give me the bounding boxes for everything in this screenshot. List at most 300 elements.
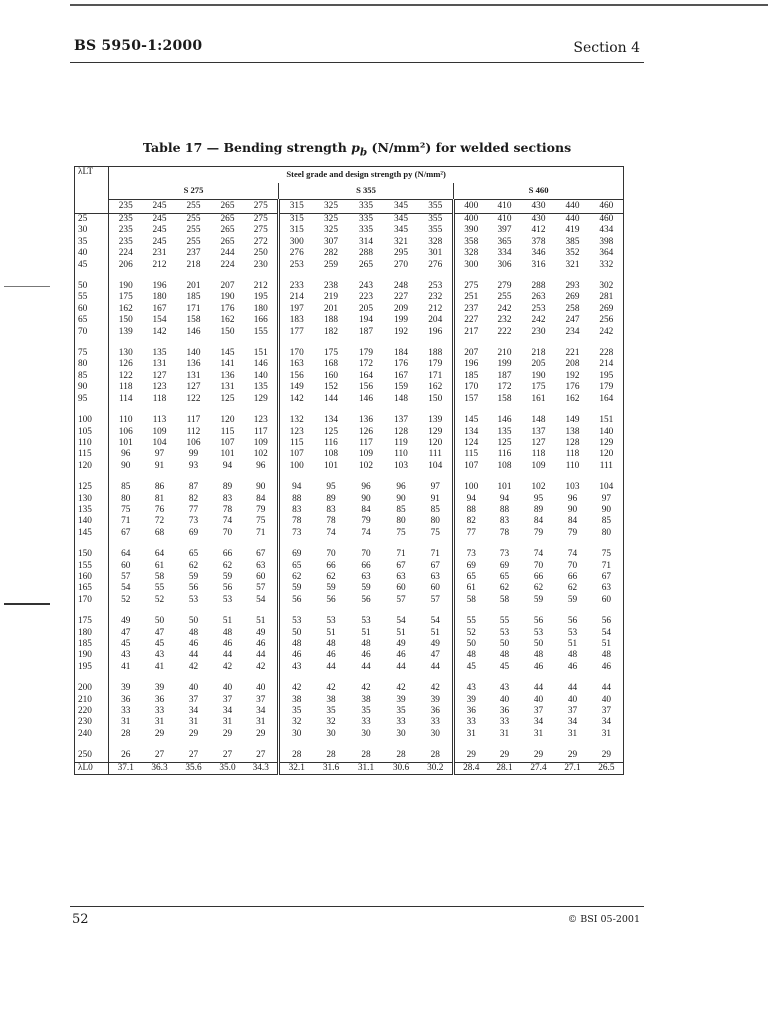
strength-cell: 245 [152,225,167,236]
strength-cell: 180 [253,303,268,314]
strength-cell: 31 [499,728,510,739]
strength-cell: 49 [256,627,266,638]
strength-cell: 59 [567,594,578,605]
py-header-cell: 235 [109,200,143,214]
strength-cell: 117 [253,426,268,437]
strength-cell: 49 [430,639,440,649]
strength-cell: 434 [590,225,624,236]
strength-cell: 76 [154,504,165,515]
strength-cell: 112 [186,426,201,437]
strength-cell: 58 [154,571,165,582]
strength-cell: 47 [154,627,165,638]
strength-cell: 97 [154,449,165,460]
strength-cell: 45 [121,639,131,649]
strength-cell: 33 [121,706,131,717]
strength-cell: 48 [326,639,336,649]
strength-cell: 69 [454,561,488,572]
lambda-value: 210 [75,695,109,706]
strength-cell: 66 [222,549,233,560]
strength-cell: 306 [497,259,512,270]
py-header-cell: 410 [488,200,522,214]
strength-cell: 40 [590,695,624,706]
strength-cell: 179 [359,348,373,359]
strength-cell: 315 [279,214,314,226]
strength-cell: 68 [154,527,165,538]
strength-cell: 44 [326,661,336,672]
table-row [75,304,624,315]
lambda-value: 75 [75,338,109,359]
strength-cell: 34 [256,706,266,717]
strength-cell: 90 [567,504,578,515]
lambda-lo-cell: 32.1 [279,762,314,774]
strength-cell: 60 [396,583,406,594]
strength-cell: 129 [428,426,443,437]
strength-cell: 34 [590,717,624,728]
strength-cell: 430 [531,214,546,224]
strength-cell: 281 [590,292,624,303]
strength-cell: 218 [186,259,201,270]
strength-cell: 51 [430,627,440,638]
strength-cell: 39 [396,694,406,705]
strength-cell: 47 [430,650,440,661]
strength-cell: 71 [430,549,440,560]
lambda-lo-cell: 28.4 [454,762,488,774]
strength-cell: 43 [121,650,131,661]
strength-cell: 124 [454,438,488,449]
strength-cell: 187 [497,370,512,381]
strength-cell: 65 [454,572,488,583]
strength-cell: 95 [533,493,544,504]
strength-cell: 58 [499,594,510,605]
strength-cell: 187 [359,326,373,337]
strength-cell: 90 [361,493,371,504]
strength-cell: 51 [256,616,266,627]
strength-cell: 315 [279,225,314,236]
strength-cell: 42 [222,661,233,672]
strength-cell: 180 [152,292,167,303]
strength-cell: 48 [222,627,233,638]
strength-cell: 99 [188,449,199,460]
strength-cell: 70 [361,549,371,560]
strength-cell: 316 [531,259,546,270]
strength-cell: 66 [326,560,336,571]
strength-cell: 50 [154,616,165,627]
lambda-value: 85 [75,371,109,382]
strength-cell: 79 [567,527,578,538]
bending-strength-table [74,166,624,775]
strength-cell: 156 [359,382,373,393]
strength-cell: 75 [590,539,624,560]
strength-cell: 48 [499,650,510,661]
strength-cell: 78 [279,516,314,527]
strength-cell: 59 [533,594,544,605]
strength-cell: 207 [454,338,488,359]
strength-cell: 334 [497,248,512,259]
strength-cell: 29 [188,728,199,739]
strength-cell: 34 [533,717,544,728]
strength-cell: 75 [430,527,440,538]
strength-cell: 275 [253,225,268,236]
strength-cell: 63 [396,571,406,582]
strength-cell: 101 [324,460,338,471]
page-number: 52 [72,912,89,927]
lambda-value: 110 [75,438,109,449]
py-header-cell: 265 [211,200,245,214]
strength-cell: 138 [565,426,580,437]
strength-cell: 41 [154,661,165,672]
strength-cell: 73 [279,528,314,539]
strength-cell: 101 [220,449,235,460]
strength-cell: 125 [220,393,235,404]
table-row [75,338,624,359]
strength-cell: 113 [152,415,167,426]
strength-cell: 162 [565,393,580,404]
strength-cell: 234 [565,326,580,337]
strength-cell: 59 [361,583,371,594]
strength-cell: 83 [326,504,336,515]
strength-cell: 60 [256,571,266,582]
strength-cell: 263 [531,292,546,303]
strength-cell: 51 [326,627,336,638]
strength-cell: 321 [394,236,408,247]
strength-cell: 176 [394,359,408,370]
strength-cell: 80 [121,493,131,504]
strength-cell: 65 [499,571,510,582]
strength-cell: 131 [152,359,167,370]
strength-cell: 185 [186,292,201,303]
strength-cell: 31 [567,728,578,739]
strength-cell: 335 [359,225,373,236]
footer-rule [70,906,644,907]
strength-cell: 136 [186,359,201,370]
steel-grade-header: Steel grade and design strength py (N/mm²) [109,167,624,184]
strength-cell: 33 [154,706,165,717]
strength-cell: 71 [121,516,131,527]
strength-cell: 199 [497,359,512,370]
lambda-value: 25 [75,214,109,226]
strength-cell: 56 [279,595,314,606]
strength-cell: 197 [279,304,314,315]
table-row [75,461,624,472]
strength-cell: 54 [430,616,440,627]
strength-cell: 134 [324,415,338,426]
strength-cell: 40 [499,694,510,705]
strength-cell: 288 [359,248,373,259]
strength-cell: 223 [359,292,373,303]
strength-cell: 172 [359,359,373,370]
strength-cell: 149 [279,382,314,393]
strength-cell: 253 [428,281,443,292]
strength-cell: 265 [220,236,235,247]
strength-cell: 212 [152,259,167,270]
strength-cell: 63 [590,583,624,594]
table-row [75,394,624,405]
strength-cell: 146 [253,359,268,370]
strength-cell: 94 [279,472,314,493]
strength-cell: 410 [497,214,512,224]
strength-cell: 65 [279,561,314,572]
table-row [75,516,624,527]
strength-cell: 60 [121,560,131,571]
strength-cell: 34 [188,706,199,717]
strength-cell: 321 [565,259,580,270]
strength-cell: 52 [154,594,165,605]
lambda-lo-cell: 28.1 [488,762,522,774]
strength-cell: 63 [430,571,440,582]
lambda-value: 55 [75,292,109,303]
strength-cell: 242 [531,315,546,326]
strength-cell: 251 [454,292,488,303]
table-row [75,639,624,650]
strength-cell: 44 [430,661,440,672]
strength-cell: 104 [152,437,167,448]
strength-cell: 258 [565,303,580,314]
py-header-cell: 245 [143,200,177,214]
strength-cell: 50 [533,639,544,649]
strength-cell: 282 [324,248,338,259]
strength-cell: 265 [220,214,235,224]
strength-cell: 48 [533,650,544,661]
strength-cell: 42 [256,661,266,672]
lambda-lo-cell: 27.1 [556,762,590,774]
strength-cell: 43 [279,662,314,673]
strength-cell: 63 [361,571,371,582]
lambda-value: 65 [75,315,109,326]
strength-cell: 71 [590,561,624,572]
strength-cell: 53 [188,594,199,605]
strength-cell: 139 [428,415,443,426]
strength-cell: 158 [497,393,512,404]
strength-cell: 55 [454,606,488,627]
strength-cell: 50 [454,639,488,650]
strength-cell: 107 [220,437,235,448]
lambda-value: 220 [75,706,109,717]
lambda-value: 45 [75,260,109,271]
strength-cell: 75 [396,527,406,538]
strength-cell: 233 [279,271,314,292]
strength-cell: 167 [152,303,167,314]
strength-cell: 115 [220,426,235,437]
strength-cell: 208 [565,359,580,370]
strength-cell: 40 [222,683,233,694]
strength-cell: 123 [279,427,314,438]
strength-cell: 55 [499,616,510,627]
table-row [75,472,624,493]
strength-cell: 74 [361,527,371,538]
strength-cell: 36 [154,694,165,705]
copyright-notice: © BSI 05-2001 [567,914,640,925]
table-row [75,260,624,271]
strength-cell: 93 [188,460,199,471]
lambda-value: 105 [75,427,109,438]
strength-cell: 53 [567,627,578,638]
strength-cell: 53 [533,627,544,638]
strength-cell: 171 [428,370,443,381]
strength-cell: 120 [428,437,443,448]
strength-cell: 116 [324,437,338,448]
strength-cell: 120 [220,415,235,426]
strength-cell: 207 [220,281,235,292]
strength-cell: 97 [590,494,624,505]
strength-cell: 74 [222,516,233,527]
strength-cell: 94 [222,460,233,471]
strength-cell: 35 [279,706,314,717]
strength-cell: 84 [361,504,371,515]
table-row [75,572,624,583]
strength-cell: 162 [220,315,235,326]
strength-cell: 259 [324,259,338,270]
strength-cell: 205 [531,359,546,370]
strength-cell: 270 [394,259,408,270]
strength-cell: 60 [430,583,440,594]
table-row [75,292,624,303]
strength-cell: 107 [454,461,488,472]
strength-cell: 190 [220,292,235,303]
strength-cell: 27 [256,750,266,761]
strength-cell: 135 [253,382,268,393]
strength-cell: 79 [533,527,544,538]
strength-cell: 82 [188,493,199,504]
strength-cell: 179 [590,382,624,393]
strength-cell: 28 [121,728,131,739]
strength-cell: 36 [430,706,440,717]
strength-cell: 131 [220,382,235,393]
strength-cell: 265 [359,259,373,270]
table-caption [70,140,644,159]
strength-cell: 69 [279,539,314,560]
strength-cell: 227 [394,292,408,303]
strength-cell: 50 [499,639,510,649]
top-rule [70,4,768,6]
strength-cell: 127 [152,370,167,381]
strength-cell: 110 [394,449,408,460]
strength-cell: 56 [533,616,544,627]
strength-cell: 39 [121,683,131,694]
strength-cell: 136 [359,415,373,426]
strength-cell: 123 [253,415,268,426]
strength-cell: 132 [279,405,314,426]
strength-cell: 97 [430,482,440,493]
strength-cell: 115 [454,449,488,460]
strength-cell: 231 [152,248,167,259]
strength-cell: 245 [152,236,167,247]
strength-cell: 51 [396,627,406,638]
table-row [75,673,624,694]
strength-cell: 209 [394,303,408,314]
strength-cell: 62 [533,583,544,594]
strength-cell: 85 [590,516,624,527]
strength-cell: 134 [454,427,488,438]
strength-cell: 141 [220,359,235,370]
strength-cell: 51 [567,639,578,649]
table-row [75,494,624,505]
header-rule [70,62,644,63]
strength-cell: 55 [154,583,165,594]
strength-cell: 42 [188,661,199,672]
strength-cell: 150 [118,315,133,326]
strength-cell: 48 [454,650,488,661]
strength-cell: 256 [590,315,624,326]
strength-cell: 352 [565,248,580,259]
strength-cell: 70 [222,527,233,538]
strength-cell: 89 [222,482,233,493]
strength-cell: 103 [394,460,408,471]
strength-cell: 235 [118,214,133,224]
table-row [75,539,624,560]
lambda-value: 95 [75,394,109,405]
strength-cell: 74 [326,527,336,538]
lambda-value: 125 [75,472,109,493]
strength-cell: 269 [590,304,624,315]
py-header-cell: 430 [522,200,556,214]
table-row [75,740,624,762]
strength-cell: 176 [565,382,580,393]
strength-cell: 148 [531,415,546,426]
py-header-cell: 440 [556,200,590,214]
strength-cell: 130 [118,348,133,359]
strength-cell: 230 [531,326,546,337]
lambda-value: 40 [75,248,109,259]
strength-cell: 66 [533,571,544,582]
strength-cell: 40 [188,683,199,694]
strength-cell: 245 [152,214,167,224]
table-row [75,706,624,717]
lambda-value: 230 [75,717,109,728]
strength-cell: 96 [361,482,371,493]
strength-cell: 205 [359,303,373,314]
strength-cell: 255 [186,236,201,247]
strength-cell: 66 [361,560,371,571]
table-row [75,327,624,338]
strength-cell: 129 [253,393,268,404]
lambda-lo-cell: 35.0 [211,762,245,774]
strength-cell: 69 [188,527,199,538]
strength-cell: 35 [396,706,406,717]
lambda-value: 90 [75,382,109,393]
strength-cell: 32 [326,717,336,728]
strength-cell: 228 [590,338,624,359]
strength-cell: 33 [396,717,406,728]
strength-cell: 145 [220,348,235,359]
lambda-value: 195 [75,662,109,673]
strength-cell: 328 [454,248,488,259]
strength-cell: 150 [220,326,235,337]
table-row [75,405,624,426]
py-header-cell: 400 [454,200,488,214]
strength-cell: 275 [253,214,268,224]
strength-cell: 33 [454,717,488,728]
strength-cell: 255 [497,292,512,303]
strength-cell: 176 [220,303,235,314]
strength-cell: 210 [497,348,512,359]
table-row [75,595,624,606]
lambda-lo-cell: 31.1 [349,762,384,774]
strength-cell: 214 [590,359,624,370]
strength-cell: 90 [396,493,406,504]
strength-cell: 43 [454,673,488,694]
margin-change-mark [4,286,50,287]
strength-cell: 46 [361,650,371,661]
strength-cell: 106 [186,437,201,448]
strength-cell: 46 [256,639,266,649]
strength-cell: 224 [220,259,235,270]
strength-cell: 96 [121,449,131,460]
strength-cell: 81 [154,493,165,504]
strength-cell: 75 [121,504,131,515]
strength-cell: 162 [118,303,133,314]
strength-cell: 194 [359,315,373,326]
strength-cell: 71 [396,549,406,560]
